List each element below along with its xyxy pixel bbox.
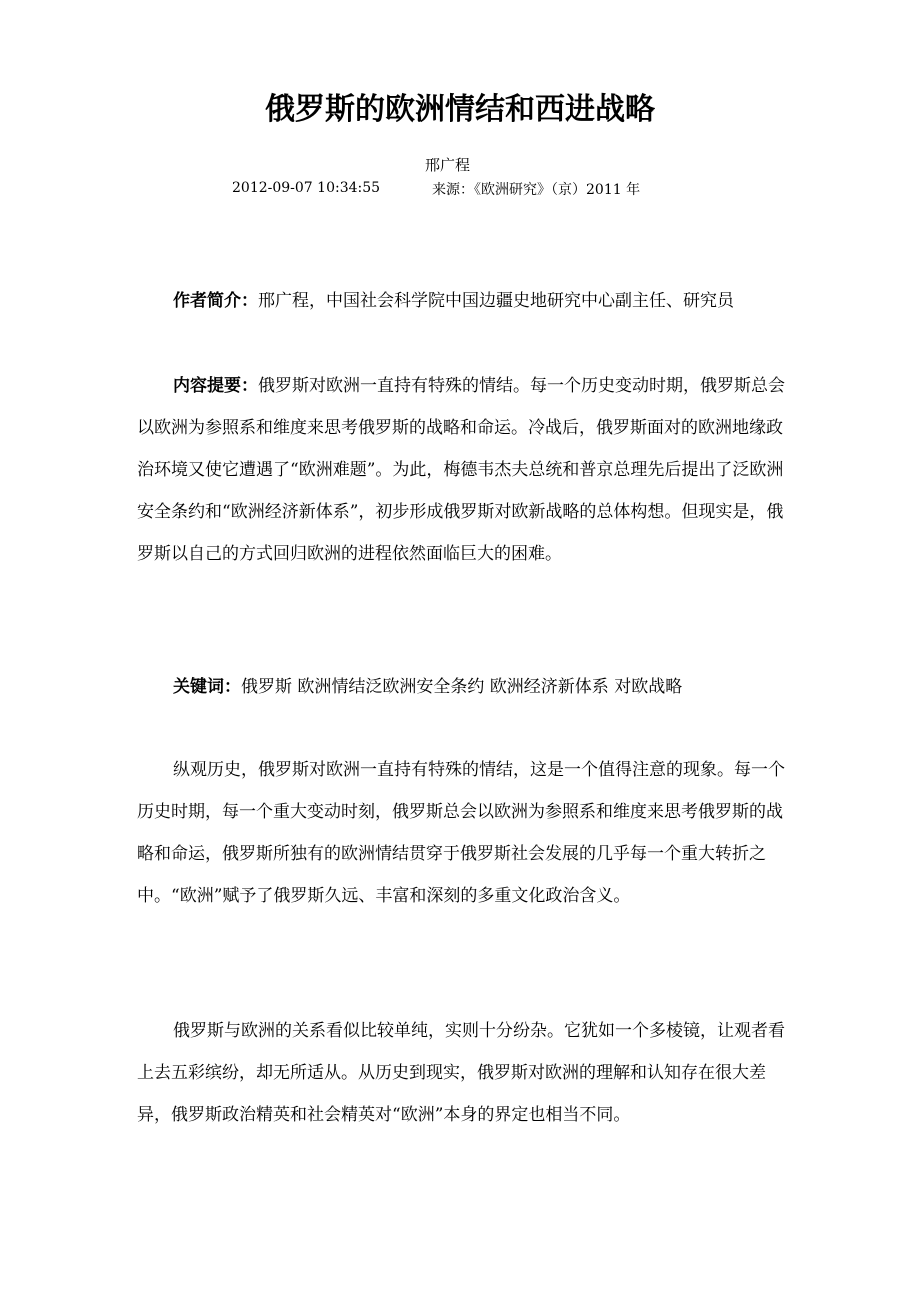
keywords-text: 俄罗斯 欧洲情结泛欧洲安全条约 欧洲经济新体系 对欧战略: [241, 677, 683, 697]
article-datetime: 2012-09-07 10:34:55: [232, 180, 381, 196]
article-source: 来源：《欧洲研究》（京）2011 年: [432, 182, 641, 198]
abstract-label: 内容提要：: [173, 376, 258, 396]
body-paragraph-1-text: 纵观历史，俄罗斯对欧洲一直持有特殊的情结，这是一个值得注意的现象。每一个历史时期，每一个重大变动时刻，俄罗斯总会以欧洲为参照系和维度来思考俄罗斯的战略和命运，俄罗斯所独有的欧洲情结贯穿于俄罗斯社会发展的几乎每一个重大转折之中。“欧洲”赋予了俄罗斯久远、丰富和深刻的多重文化政治含义。: [137, 760, 785, 906]
body-paragraph-1: [137, 749, 795, 917]
article-title: 俄罗斯的欧洲情结和西进战略: [265, 92, 655, 127]
abstract-text: 俄罗斯对欧洲一直持有特殊的情结。每一个历史变动时期，俄罗斯总会以欧洲为参照系和维度来思考俄罗斯的战略和命运。冷战后，俄罗斯面对的欧洲地缘政治环境又使它遭遇了“欧洲难题”。为此，梅德韦杰夫总统和普京总理先后提出了泛欧洲安全条约和“欧洲经济新体系”，初步形成俄罗斯对欧新战略的总体构想。但现实是，俄罗斯以自己的方式回归欧洲的进程依然面临巨大的困难。: [137, 376, 785, 564]
author-intro-label: 作者简介：: [173, 291, 258, 311]
body-paragraph-2: [137, 1010, 795, 1136]
keywords: [137, 666, 795, 708]
keywords-label: 关键词：: [173, 677, 241, 697]
abstract: [137, 365, 795, 575]
body-paragraph-2-text: 俄罗斯与欧洲的关系看似比较单纯，实则十分纷杂。它犹如一个多棱镜，让观者看上去五彩缤纷，却无所适从。从历史到现实，俄罗斯对欧洲的理解和认知存在很大差异，俄罗斯政治精英和社会精英对“欧洲”本身的界定也相当不同。: [137, 1021, 785, 1125]
author-intro: [137, 280, 795, 322]
article-author: 邢广程: [425, 156, 471, 174]
author-intro-text: 邢广程，中国社会科学院中国边疆史地研究中心副主任、研究员: [258, 291, 734, 311]
